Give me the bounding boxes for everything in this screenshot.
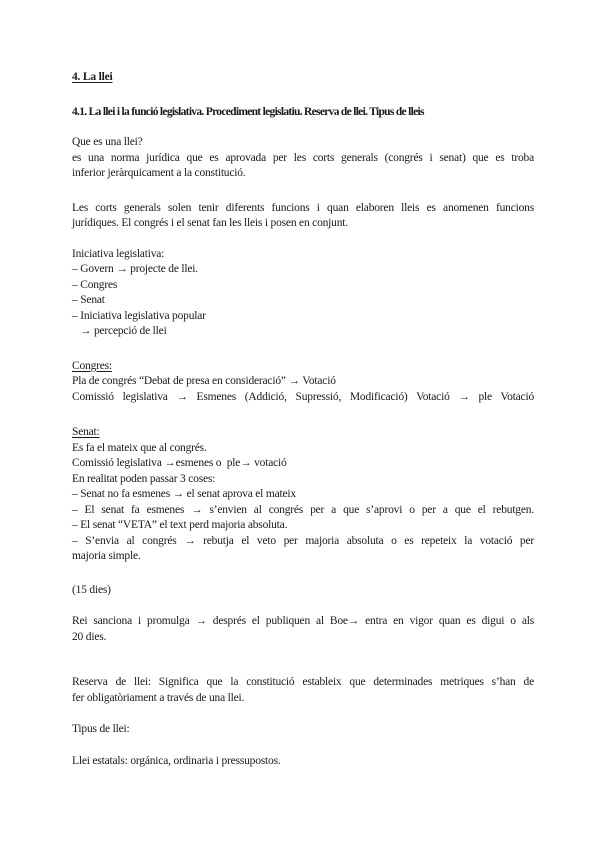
corts-line-1: Les corts generals solen tenir diferents funcions i quan elaboren lleis es anomenen funcions <box>72 201 534 214</box>
senat-line-1: Es fa el mateix que al congrés. <box>72 441 207 454</box>
answer-line-1: es una norma jurídica que es aprovada per les corts generals (congrés i senat) que es troba <box>72 151 534 164</box>
senat-label: Senat: <box>72 426 100 438</box>
reserva-line-1: Reserva de llei: Significa que la constitució estableix que determinades metriques s’han de <box>72 676 534 688</box>
reserva-line-2: fer obligatòriament a través de una llei. <box>72 691 245 704</box>
senat-case-1: – Senat no fa esmenes → el senat aprova el mateix <box>72 488 296 500</box>
corts-line-2: jurídiques. El congrés i el senat fan les lleis i posen en conjunt. <box>72 217 348 229</box>
senat-case-2: – El senat fa esmenes → s’envien al congrés per a que s’aprovi o per a que el rebutgen. <box>72 503 534 516</box>
congres-label: Congres: <box>72 359 112 372</box>
lleis-estatals-line: Llei estatals: orgánica, ordinaria i pressupostos. <box>72 754 281 767</box>
list-subitem-percepcio: → percepció de llei <box>80 325 167 337</box>
doc-title: 4. La llei <box>72 71 113 83</box>
list-item-congres: – Congres <box>72 278 118 291</box>
paragraph-corts-generals <box>72 201 534 232</box>
question-line: Que es una llei? <box>72 136 143 148</box>
senat-case-4-line-1: – S’envia al congrés → rebutja el veto per majoria absoluta o es repeteix la votació per <box>72 534 534 547</box>
senat-case-4-line-2: majoria simple. <box>72 550 141 562</box>
publicacio-line-1: Rei sanciona i promulga → després el publiquen al Boe→ entra en vigor quan es digui o als <box>72 615 534 627</box>
paragraph-publicacio <box>72 614 534 645</box>
senat-line-3: En realitat poden passar 3 coses: <box>72 472 216 485</box>
answer-line-2: inferior jeràrquicament a la constitució. <box>72 167 246 179</box>
section-senat <box>72 425 534 565</box>
congres-line-1: Pla de congrés “Debat de presa en consideració” → Votació <box>72 375 336 387</box>
section-congres <box>72 359 534 406</box>
tipus-de-llei-label: Tipus de llei: <box>72 723 130 735</box>
list-item-senat: – Senat <box>72 294 105 306</box>
section-heading: 4.1. La llei i la funció legislativa. Procediment legislatiu. Reserva de llei. Tipus de lleis <box>72 105 424 118</box>
paragraph-question <box>72 135 534 182</box>
termini-note: (15 dies) <box>72 583 111 596</box>
list-iniciativa-legislativa <box>72 247 534 340</box>
publicacio-line-2: 20 dies. <box>72 630 107 643</box>
congres-line-2: Comissió legislativa → Esmenes (Addició, Supressió, Modificació) Votació → ple Votació <box>72 390 534 403</box>
senat-line-2: Comissió legislativa →esmenes o ple→ votació <box>72 457 287 469</box>
paragraph-reserva-de-llei <box>72 675 534 706</box>
document-content <box>72 70 534 769</box>
senat-case-3: – El senat “VETA” el text perd majoria absoluta. <box>72 519 288 531</box>
list-item-iniciativa-popular: – Iniciativa legislativa popular <box>72 309 206 322</box>
list-item-govern: – Govern → projecte de llei. <box>72 263 198 275</box>
iniciativa-label: Iniciativa legislativa: <box>72 247 165 260</box>
